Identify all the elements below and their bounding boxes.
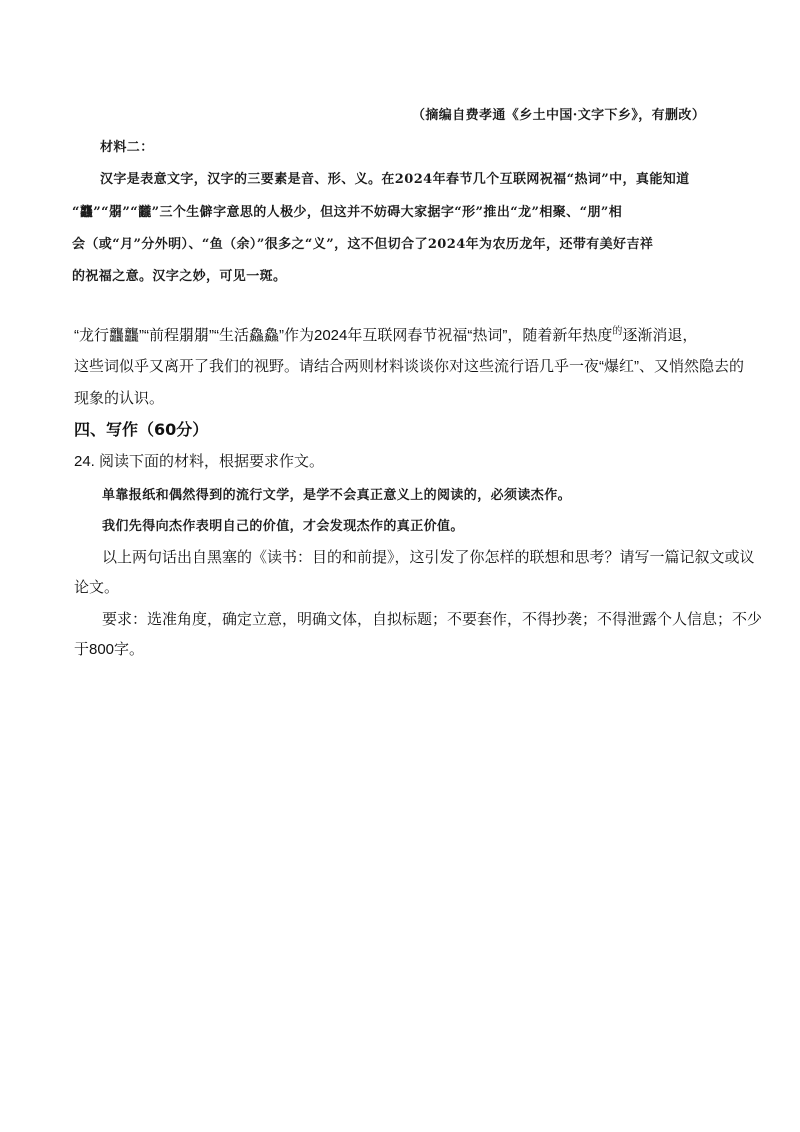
question24-paragraph-line-1: 以上两句话出自黑塞的《读书：目的和前提》，这引发了你怎样的联想和思考？请写一篇记叙文或议	[102, 549, 755, 566]
question23-line-1: “龙行龘龘”“前程朤朤”“生活鱻鱻”作为2024年互联网春节祝福“热词”，随着新年热度$^的$逐渐消退，	[74, 326, 698, 344]
question24-quote-2: 我们先得向杰作表明自己的价值，才会发现杰作的真正价值。	[102, 519, 464, 534]
question24-prompt: 24. 阅读下面的材料，根据要求作文。	[74, 453, 325, 470]
question24-requirements-line-2: 于800字。	[74, 641, 145, 658]
material2-line-3: 会（或“月”分外明）、“鱼（余）”很多之“义”，这不但切合了2024年为农历龙年，还带有美好吉祥	[72, 237, 654, 252]
question23-small-char: 的	[612, 326, 623, 337]
question24-requirements-line-1: 要求：选准角度，确定立意，明确文体，自拟标题；不要套作，不得抄袭；不得泄露个人信息；不少	[102, 611, 763, 628]
question24-quote-1: 单靠报纸和偶然得到的流行文学，是学不会真正意义上的阅读的，必须读杰作。	[102, 488, 572, 503]
question23-line-3: 现象的认识。	[74, 390, 165, 407]
material2-line-4: 的祝福之意。汉字之妙，可见一斑。	[72, 269, 287, 284]
question24-paragraph-line-2: 论文。	[74, 579, 120, 596]
section4-heading: 四、写作（60分）	[74, 420, 209, 439]
material2-title: 材料二：	[100, 140, 154, 155]
question23-line-2: 这些词似乎又离开了我们的视野。请结合两则材料谈谈你对这些流行语几乎一夜“爆红”、又悄然隐去的	[74, 358, 744, 375]
material2-line-2: “龘”“朤”“龖”三个生僻字意思的人极少，但这并不妨碍大家据字“形”推出“龙”相聚、“朋”相	[72, 205, 623, 220]
material1-source: （摘编自费孝通《乡土中国·文字下乡》，有删改）	[412, 108, 706, 123]
material2-line-1: 汉字是表意文字，汉字的三要素是音、形、义。在2024年春节几个互联网祝福“热词”中，真能知道	[100, 172, 690, 187]
